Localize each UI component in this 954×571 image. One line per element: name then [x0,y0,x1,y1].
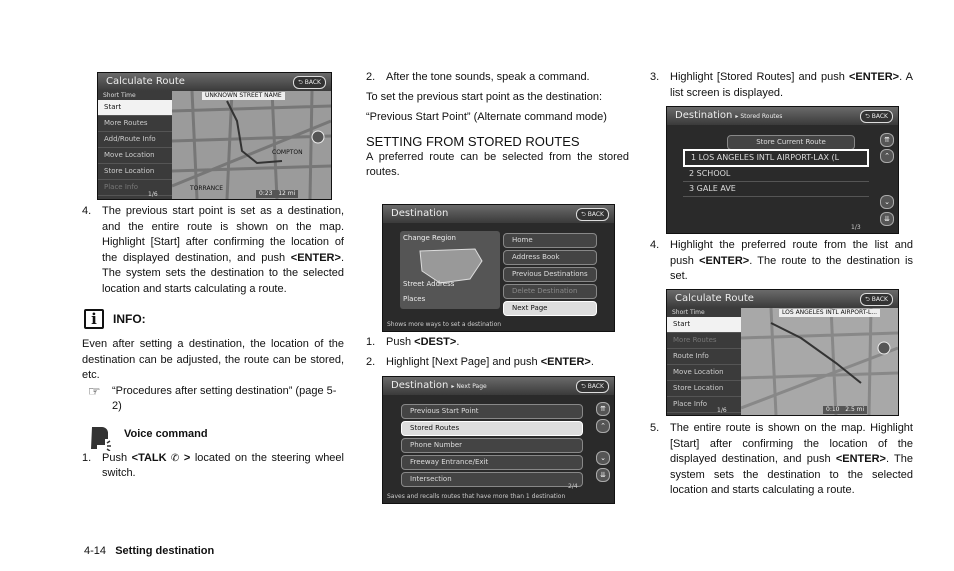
info-label: INFO: [113,312,146,326]
back-button[interactable]: ⮌ BACK [860,293,893,306]
menu-more-routes[interactable]: More Routes [98,116,172,132]
route-map[interactable] [741,308,898,415]
info-text: Even after setting a destination, the location of the destination can be adjusted, the route can be stored, etc. [82,338,344,381]
phone-number-item[interactable]: Phone Number [401,438,583,453]
menu-move-location[interactable]: Move Location [98,148,172,164]
address-book-button[interactable]: Address Book [503,250,597,265]
menu-move-location[interactable]: Move Location [667,365,741,381]
calculate-route-screen [97,72,332,200]
screen-title: Destination ▸ Stored Routes [667,107,898,125]
status-bar: Saves and recalls routes that have more than 1 destination [387,493,566,500]
back-button[interactable]: ⮌ BACK [576,208,609,221]
next-page-button[interactable]: Next Page [503,301,597,316]
calculate-route-screen-2 [666,289,899,416]
route-type-label: Short Time [103,92,136,99]
next-page-list [401,402,583,489]
stored-routes-item[interactable]: Stored Routes [401,421,583,436]
route-map[interactable] [172,91,331,199]
stored-routes-list [683,149,869,197]
scroll-down-icon[interactable]: ⌄ [880,195,894,209]
previous-start-intro: To set the previous start point as the destination: [366,90,603,103]
step-4b: 4. Highlight the preferred route from the list and push <ENTER>. The route to the destination is set. [650,239,913,282]
voice-command-icon [88,425,110,449]
menu-store-location[interactable]: Store Location [98,164,172,180]
scroll-top-icon[interactable]: ⇈ [596,402,610,416]
screen-title: Calculate Route [667,290,898,308]
route-menu [667,308,741,415]
city-label-compton: COMPTON [272,149,303,156]
scroll-down-icon[interactable]: ⌄ [596,451,610,465]
map-roads [741,308,898,415]
menu-place-info: Place Info [98,180,172,196]
voice-step-2: 2. After the tone sounds, speak a command. [366,71,590,83]
places-button[interactable]: Places [403,295,426,303]
menu-add-route-info[interactable]: Add/Route Info [98,132,172,148]
city-label-torrance: TORRANCE [190,185,224,192]
menu-more-routes: More Routes [667,333,741,349]
page-indicator: 1/3 [851,224,861,231]
route-summary: 0:10 2.5 mi [823,406,867,414]
region-map-panel [400,231,500,309]
destination-next-page-screen [382,376,615,504]
stored-routes-screen [666,106,899,234]
screen-title: Destination [383,205,614,223]
menu-start[interactable]: Start [667,317,741,333]
scroll-up-icon[interactable]: ⌃ [596,419,610,433]
page-indicator: 1/6 [717,407,727,414]
menu-place-info[interactable]: Place Info [667,397,741,413]
route-summary: 0:23 12 mi [256,190,298,198]
page-footer [84,544,214,560]
scroll-top-icon[interactable]: ⇈ [880,133,894,147]
route-menu [98,91,172,199]
menu-route-info[interactable]: Route Info [667,349,741,365]
back-arrow-icon: ⮌ [581,383,586,390]
voice-step-1: 1. Push <TALK ✆ > located on the steering wheel switch. [82,451,344,479]
back-arrow-icon: ⮌ [865,113,870,120]
screen-title: Calculate Route [98,73,331,91]
destination-name-label: LOS ANGELES INTL AIRPORT-L... [779,309,880,317]
intersection-item[interactable]: Intersection [401,472,583,487]
route-type-label: Short Time [672,309,705,316]
stored-route-row[interactable]: 2 SCHOOL [683,167,869,182]
change-region-button[interactable]: Change Region [403,234,456,242]
menu-store-location[interactable]: Store Location [667,381,741,397]
stored-route-row[interactable]: 1 LOS ANGELES INTL AIRPORT-LAX (L [683,149,869,167]
store-current-route-button[interactable]: Store Current Route [727,135,855,150]
page-indicator: 1/6 [148,191,158,198]
scroll-bottom-icon[interactable]: ⇊ [596,468,610,482]
menu-start[interactable]: Start [98,100,172,116]
screen-title: Destination ▸ Next Page [383,377,614,395]
back-button[interactable]: ⮌ BACK [860,110,893,123]
step-3: 3. Highlight [Stored Routes] and push <ENTER>. A list screen is displayed. [650,71,913,99]
back-arrow-icon: ⮌ [581,211,586,218]
step-4: 4. The previous start point is set as a destination, and the entire route is shown on the map. Highlight [Start] after confirming the location of the displayed destination, and push <ENTER>. The system sets the destination to the selected location and starts calculating a route. [82,205,344,295]
talk-icon: ✆ [166,452,180,464]
dest-step-2: 2. Highlight [Next Page] and push <ENTER>. [366,355,594,368]
previous-start-point-item[interactable]: Previous Start Point [401,404,583,419]
voice-command-block [82,425,344,451]
back-button[interactable]: ⮌ BACK [293,76,326,89]
dest-step-1: 1. Push <DEST>. [366,336,460,348]
back-arrow-icon: ⮌ [865,296,870,303]
section-heading: SETTING FROM STORED ROUTES [366,133,580,149]
reference-hand-icon: ☞ [88,382,101,399]
scroll-up-icon[interactable]: ⌃ [880,149,894,163]
section-intro: A preferred route can be selected from the stored routes. [366,150,629,178]
info-block [82,309,344,329]
footer-section: Setting destination [115,545,215,557]
cross-reference: ☞ “Procedures after setting destination” (page 5-2) [88,382,337,412]
back-button[interactable]: ⮌ BACK [576,380,609,393]
street-address-button[interactable]: Street Address [403,280,455,288]
info-icon: i [84,309,104,329]
street-name-label: UNKNOWN STREET NAME [202,92,285,100]
scroll-bottom-icon[interactable]: ⇊ [880,212,894,226]
page-number: 4-14 [84,545,107,557]
voice-command-label: Voice command [124,427,208,440]
delete-destination-button: Delete Destination [503,284,597,299]
screen-subtitle: ▸ Stored Routes [735,113,783,120]
freeway-entrance-exit-item[interactable]: Freeway Entrance/Exit [401,455,583,470]
back-arrow-icon: ⮌ [298,79,303,86]
home-button[interactable]: Home [503,233,597,248]
page-indicator: 2/4 [568,483,578,490]
destination-menu [503,231,597,318]
destination-screen [382,204,615,332]
status-bar: Shows more ways to set a destination [387,321,502,328]
previous-destinations-button[interactable]: Previous Destinations [503,267,597,282]
stored-route-row[interactable]: 3 GALE AVE [683,182,869,197]
map-roads [172,91,331,199]
step-5: 5. The entire route is shown on the map. Highlight [Start] after confirming the location of the displayed destination, and push <ENTER>. The system sets the destination to the selected location and starts calculating a route. [650,422,913,496]
previous-start-command: “Previous Start Point” (Alternate command mode) [366,111,607,123]
screen-subtitle: ▸ Next Page [451,383,487,390]
